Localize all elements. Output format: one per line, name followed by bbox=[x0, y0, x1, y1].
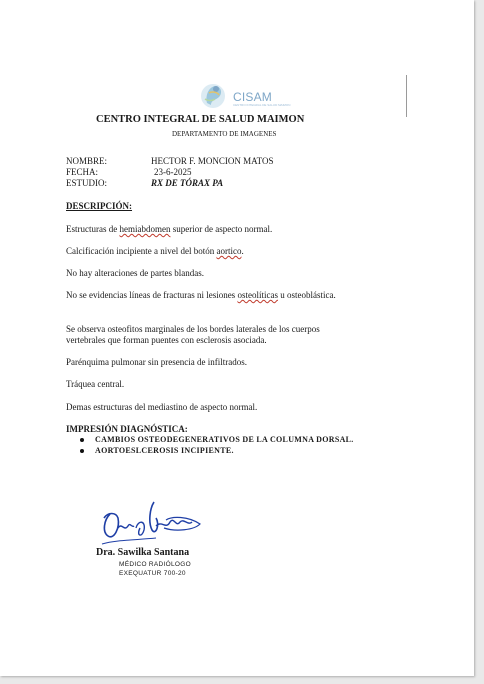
doctor-name: Dra. Sawilka Santana bbox=[96, 547, 190, 558]
doctor-exequatur: EXEQUATUR 700-20 bbox=[119, 570, 186, 577]
finding-paragraph: Se observa osteofitos marginales de los bordes laterales de los cuerpos vertebrales que forman puentes con esclerosis asociada. bbox=[66, 324, 320, 345]
study-label: ESTUDIO: bbox=[66, 178, 107, 188]
date-label: FECHA: bbox=[66, 167, 99, 177]
finding-paragraph: Parénquima pulmonar sin presencia de infiltrados. bbox=[66, 357, 247, 367]
finding-paragraph: Estructuras de hemiabdomen superior de aspecto normal. bbox=[66, 224, 273, 234]
finding-paragraph: Demas estructuras del mediastino de aspecto normal. bbox=[66, 402, 258, 412]
study-value: RX DE TÓRAX PA bbox=[151, 178, 224, 188]
impression-list bbox=[80, 434, 354, 456]
impression-item: CAMBIOS OSTEODEGENERATIVOS DE LA COLUMNA DORSAL. bbox=[80, 434, 354, 445]
department-title: DEPARTAMENTO DE IMAGENES bbox=[172, 130, 277, 138]
impression-item: AORTOESLCEROSIS INCIPIENTE. bbox=[80, 445, 354, 456]
description-title: DESCRIPCIÓN: bbox=[66, 201, 133, 211]
handwritten-signature-icon bbox=[96, 498, 206, 548]
margin-guide-line bbox=[406, 75, 407, 117]
impression-title: IMPRESIÓN DIAGNÓSTICA: bbox=[66, 424, 188, 434]
name-value: HECTOR F. MONCION MATOS bbox=[151, 156, 274, 166]
bullet-icon bbox=[80, 438, 84, 442]
logo-text: CISAM bbox=[233, 90, 273, 104]
bullet-icon bbox=[80, 449, 84, 453]
date-value: 23-6-2025 bbox=[154, 167, 192, 177]
finding-paragraph: Calcificación incipiente a nivel del botón aortico. bbox=[66, 246, 244, 256]
name-label: NOMBRE: bbox=[66, 156, 108, 166]
finding-paragraph: No se evidencias líneas de fracturas ni lesiones osteolíticas u osteoblástica. bbox=[66, 290, 336, 300]
finding-paragraph: Tráquea central. bbox=[66, 379, 125, 389]
institution-title: CENTRO INTEGRAL DE SALUD MAIMON bbox=[96, 114, 305, 125]
logo-subtext: CENTRO INTEGRAL DE SALUD MAIMON bbox=[233, 103, 291, 107]
doctor-role: MÉDICO RADIÓLOGO bbox=[119, 561, 191, 568]
finding-paragraph: No hay alteraciones de partes blandas. bbox=[66, 268, 204, 278]
